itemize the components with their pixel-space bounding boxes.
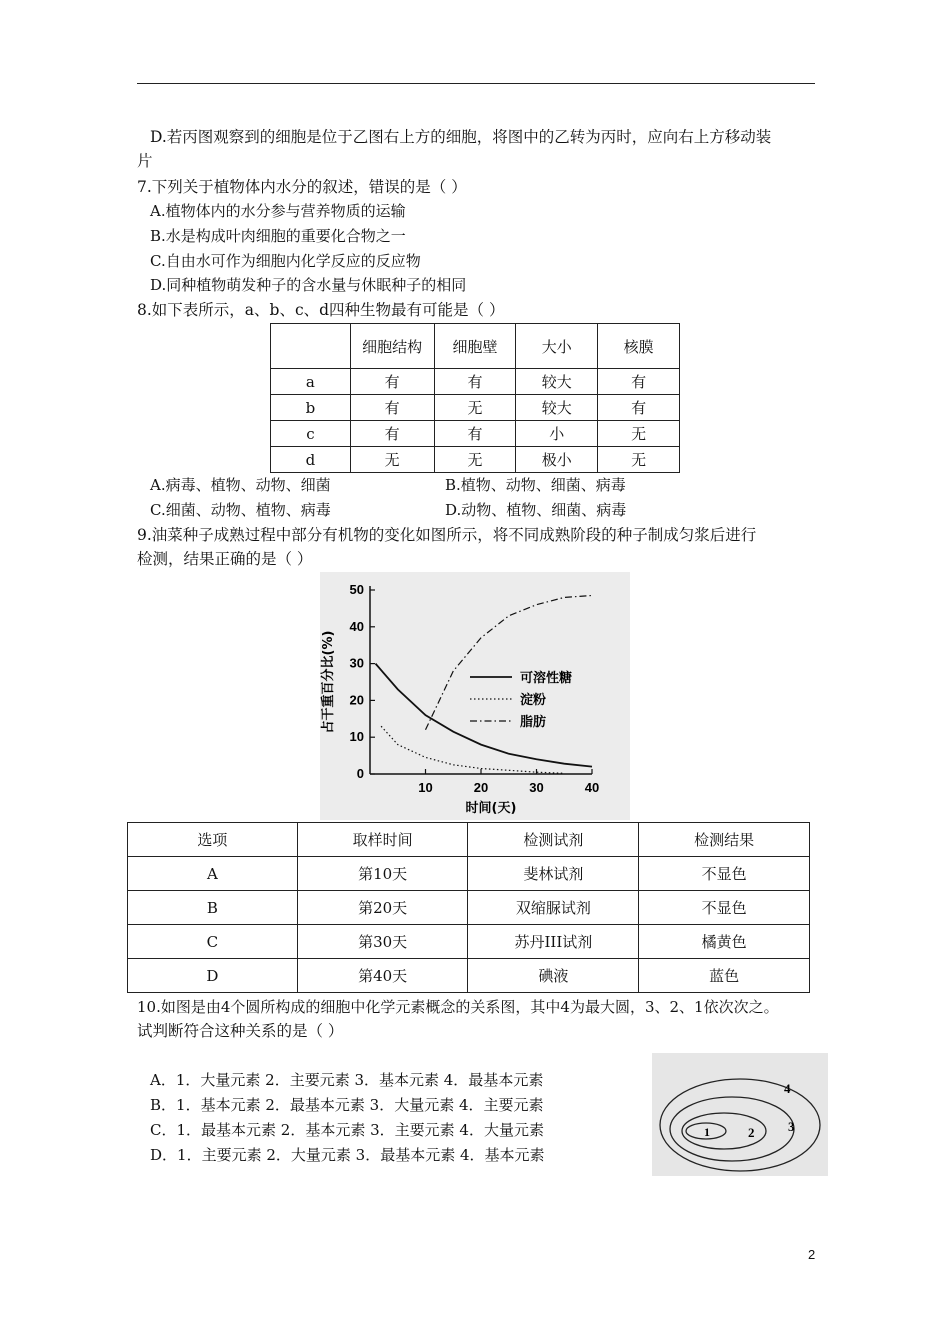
q9-table — [127, 822, 810, 993]
q10-option-d: D．1．主要元素 2．大量元素 3．最基本元素 4．基本元素 — [150, 1146, 545, 1164]
y-tick-label: 20 — [349, 692, 364, 708]
table-cell: 双缩脲试剂 — [468, 891, 639, 925]
table-row — [128, 925, 810, 959]
y-tick-label: 40 — [349, 618, 364, 634]
x-tick-label: 10 — [418, 780, 433, 795]
table-cell: 有 — [350, 395, 434, 421]
q7-stem: 7.下列关于植物体内水分的叙述，错误的是（ ） — [137, 178, 467, 196]
table-cell: 较大 — [516, 369, 598, 395]
q10-option-b: B．1．基本元素 2．最基本元素 3．大量元素 4．主要元素 — [150, 1096, 544, 1114]
q9-chart-figure — [320, 572, 630, 820]
circle-label-3: 3 — [788, 1119, 795, 1134]
table-row — [128, 891, 810, 925]
table-cell: 有 — [350, 369, 434, 395]
table-cell: 无 — [598, 421, 680, 447]
table-cell: 橘黄色 — [639, 925, 810, 959]
table-cell: a — [271, 369, 351, 395]
header-rule — [137, 83, 815, 84]
table-row — [271, 447, 680, 473]
table-cell: 第10天 — [297, 857, 468, 891]
x-axis-label: 时间(天) — [465, 801, 517, 816]
table-cell: 有 — [350, 421, 434, 447]
q9-stem-line2: 检测，结果正确的是（ ） — [137, 550, 313, 568]
table-row — [271, 395, 680, 421]
y-tick-label: 30 — [349, 655, 364, 671]
q8-option-c: C.细菌、动物、植物、病毒 — [150, 501, 331, 519]
x-tick-label: 40 — [584, 780, 600, 795]
table-cell: 不显色 — [639, 891, 810, 925]
q8-header-cell — [271, 324, 351, 369]
table-cell: b — [271, 395, 351, 421]
table-cell: A — [128, 857, 298, 891]
table-cell: c — [271, 421, 351, 447]
nested-circles-diagram — [652, 1053, 828, 1176]
x-tick-label: 30 — [529, 780, 544, 795]
q8-option-a: A.病毒、植物、动物、细菌 — [150, 476, 331, 494]
y-axis-label: 占干重百分比(%) — [321, 630, 336, 734]
q10-option-a: A．1．大量元素 2．主要元素 3．基本元素 4．最基本元素 — [150, 1071, 544, 1089]
q9-header-cell: 检测试剂 — [468, 823, 639, 857]
table-row — [271, 421, 680, 447]
q8-table — [270, 323, 680, 473]
table-cell: 无 — [434, 395, 516, 421]
q7-option-c: C.自由水可作为细胞内化学反应的反应物 — [150, 252, 421, 270]
q8-header-cell: 细胞结构 — [350, 324, 434, 369]
q8-option-d: D.动物、植物、细菌、病毒 — [445, 501, 627, 519]
q9-line-chart — [320, 572, 630, 820]
q7-option-a: A.植物体内的水分参与营养物质的运输 — [150, 202, 406, 220]
legend-label-2: 脂肪 — [520, 715, 547, 730]
q8-stem: 8.如下表所示，a、b、c、d四种生物最有可能是（ ） — [137, 301, 505, 319]
table-cell: 无 — [350, 447, 434, 473]
q10-circle-diagram — [652, 1053, 828, 1176]
table-cell: D — [128, 959, 298, 993]
table-cell: 苏丹III试剂 — [468, 925, 639, 959]
table-cell: 无 — [598, 447, 680, 473]
table-cell: 极小 — [516, 447, 598, 473]
q8-header-cell: 核膜 — [598, 324, 680, 369]
table-cell: C — [128, 925, 298, 959]
table-cell: 斐林试剂 — [468, 857, 639, 891]
table-cell: B — [128, 891, 298, 925]
table-cell: 无 — [434, 447, 516, 473]
table-cell: 有 — [434, 421, 516, 447]
page-number: 2 — [808, 1247, 816, 1262]
table-cell: d — [271, 447, 351, 473]
table-cell: 有 — [434, 369, 516, 395]
table-cell: 碘液 — [468, 959, 639, 993]
q9-header-cell: 取样时间 — [297, 823, 468, 857]
q9-header-cell: 选项 — [128, 823, 298, 857]
table-cell: 较大 — [516, 395, 598, 421]
q7-option-b: B.水是构成叶肉细胞的重要化合物之一 — [150, 227, 406, 245]
q6-option-d-line1: D.若丙图观察到的细胞是位于乙图右上方的细胞，将图中的乙转为丙时，应向右上方移动装 — [150, 128, 772, 146]
table-cell: 有 — [598, 395, 680, 421]
table-cell: 第40天 — [297, 959, 468, 993]
legend-label-0: 可溶性糖 — [520, 671, 573, 686]
q9-stem-line1: 9.油菜种子成熟过程中部分有机物的变化如图所示，将不同成熟阶段的种子制成匀浆后进行 — [137, 526, 757, 544]
x-tick-label: 20 — [473, 780, 489, 795]
q6-option-d-line2: 片 — [137, 152, 153, 170]
legend-label-1: 淀粉 — [520, 693, 547, 708]
y-tick-label: 0 — [356, 766, 364, 781]
q8-header-cell: 细胞壁 — [434, 324, 516, 369]
series-line-2 — [426, 596, 593, 730]
q10-stem-line2: 试判断符合这种关系的是（ ） — [137, 1022, 344, 1040]
circle-label-1: 1 — [704, 1125, 710, 1139]
table-cell: 不显色 — [639, 857, 810, 891]
q9-header-cell: 检测结果 — [639, 823, 810, 857]
table-row — [128, 959, 810, 993]
table-cell: 蓝色 — [639, 959, 810, 993]
q8-option-b: B.植物、动物、细菌、病毒 — [445, 476, 626, 494]
q10-option-c: C．1．最基本元素 2．基本元素 3．主要元素 4．大量元素 — [150, 1121, 544, 1139]
y-tick-label: 10 — [349, 729, 364, 745]
q10-stem-line1: 10.如图是由4个圆所构成的细胞中化学元素概念的关系图，其中4为最大圆，3、2、1依次次之。 — [137, 998, 779, 1016]
table-row — [271, 369, 680, 395]
circle-label-2: 2 — [748, 1125, 755, 1140]
q7-option-d: D.同种植物萌发种子的含水量与休眠种子的相同 — [150, 276, 467, 294]
table-row — [128, 857, 810, 891]
table-cell: 第30天 — [297, 925, 468, 959]
y-tick-label: 50 — [349, 582, 364, 597]
table-cell: 第20天 — [297, 891, 468, 925]
q8-header-cell: 大小 — [516, 324, 598, 369]
table-cell: 有 — [598, 369, 680, 395]
table-cell: 小 — [516, 421, 598, 447]
series-line-1 — [381, 726, 564, 773]
circle-label-4: 4 — [784, 1081, 791, 1096]
